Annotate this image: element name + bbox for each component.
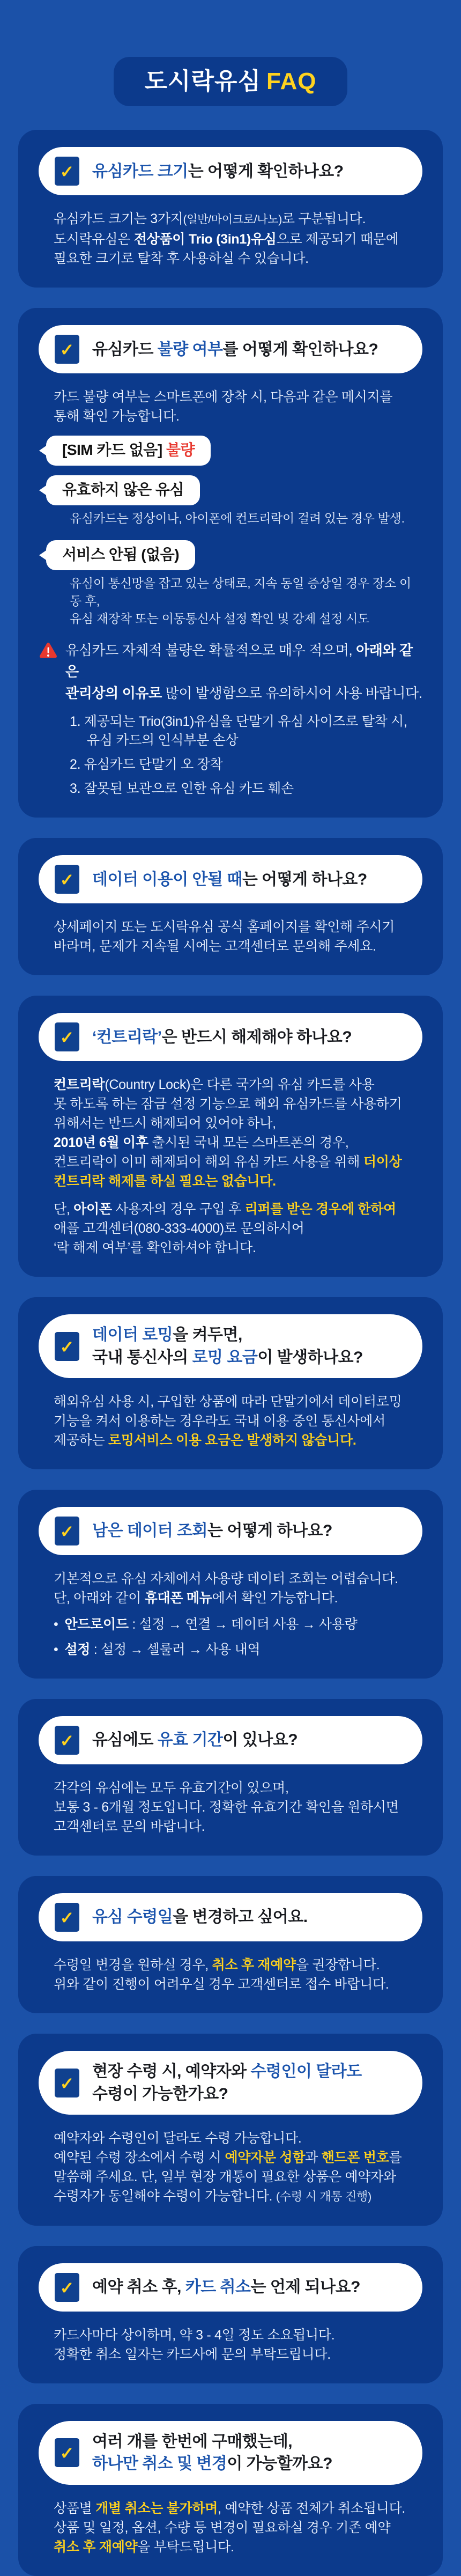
answer-line: 상품별 개별 취소는 불가하며, 예약한 상품 전체가 취소됩니다. bbox=[54, 2500, 406, 2516]
answer-line: 예약자와 수령인이 달라도 수령 가능합니다. bbox=[54, 2130, 302, 2146]
question-line: 여러 개를 한번에 구매했는데, bbox=[92, 2432, 293, 2450]
answer-line: 위와 같이 진행이 어려우실 경우 고객센터로 접수 바랍니다. bbox=[54, 1977, 389, 1992]
answer-line: 통해 확인 가능합니다. bbox=[54, 409, 180, 424]
answer-line: 수령일 변경을 원하실 경우, 취소 후 재예약을 권장합니다. bbox=[54, 1957, 380, 1973]
faq-card-card-cancel bbox=[18, 2246, 443, 2383]
answer bbox=[39, 1392, 422, 1450]
question-pill bbox=[39, 2051, 422, 2115]
check-icon: ✓ bbox=[60, 870, 75, 890]
question-keyword: ‘컨트리락’ bbox=[92, 1028, 162, 1046]
list-item: 2. 유심카드 단말기 오 장착 bbox=[70, 757, 223, 772]
check-icon: ✓ bbox=[60, 2073, 75, 2093]
answer-line: 카드사마다 상이하며, 약 3 - 4일 정도 소요됩니다. bbox=[54, 2327, 335, 2343]
question-text: 유심카드 크기는 어떻게 확인하나요? bbox=[92, 162, 344, 180]
question-text: 예약 취소 후, 카드 취소는 언제 되나요? bbox=[92, 2278, 360, 2297]
question-pill bbox=[39, 1893, 422, 1941]
bubble-row bbox=[39, 426, 422, 466]
question-line: 수령이 가능한가요? bbox=[92, 2085, 228, 2103]
question-keyword: 유심카드 크기 bbox=[92, 162, 188, 180]
answer-line: 제공하는 로밍서비스 이용 요금은 발생하지 않습니다. bbox=[54, 1433, 356, 1448]
note-line: 유심이 통신망을 잡고 있는 상태로, 지속 동일 증상일 경우 장소 이동 후, bbox=[70, 576, 411, 608]
check-icon: ✓ bbox=[60, 162, 75, 182]
warning-line: 관리상의 이유로 많이 발생함으로 유의하시어 사용 바랍니다. bbox=[65, 685, 422, 702]
answer-line: 취소 후 재예약을 부탁드립니다. bbox=[54, 2539, 234, 2555]
faq-card-validity bbox=[18, 1699, 443, 1856]
question-text bbox=[92, 2060, 362, 2105]
check-icon: ✓ bbox=[60, 2278, 75, 2298]
bullet-icon: • bbox=[54, 1617, 58, 1632]
checkbox-icon bbox=[55, 1022, 79, 1051]
answer bbox=[39, 387, 422, 798]
page-title bbox=[114, 57, 348, 106]
answer-line: 컨트리락이 이미 해제되어 해외 유심 카드 사용을 위해 더이상 bbox=[54, 1154, 402, 1170]
answer bbox=[39, 1569, 422, 1659]
answer-line: 수령자가 동일해야 수령이 가능합니다. (수령 시 개통 진행) bbox=[54, 2188, 371, 2204]
check-icon: ✓ bbox=[60, 1522, 75, 1542]
checkbox-icon bbox=[55, 1517, 79, 1545]
question-text: 유심 수령일을 변경하고 싶어요. bbox=[92, 1908, 308, 1926]
answer-line: ‘락 해제 여부’를 확인하셔야 합니다. bbox=[54, 1240, 256, 1256]
question-line: 하나만 취소 및 변경이 가능할까요? bbox=[92, 2455, 332, 2473]
list-item: 3. 잘못된 보관으로 인한 유심 카드 훼손 bbox=[70, 781, 294, 797]
checkbox-icon bbox=[55, 2069, 79, 2097]
answer bbox=[39, 1778, 422, 1836]
answer-line: 바라며, 문제가 지속될 시에는 고객센터로 문의해 주세요. bbox=[54, 939, 376, 954]
question-pill bbox=[39, 2263, 422, 2312]
answer bbox=[39, 917, 422, 956]
warning-icon bbox=[39, 642, 58, 665]
checkbox-icon bbox=[55, 2438, 79, 2467]
question-keyword: 데이터 이용이 안될 때 bbox=[92, 870, 242, 888]
question-text: ‘컨트리락’은 반드시 해제해야 하나요? bbox=[92, 1028, 352, 1046]
check-icon: ✓ bbox=[60, 2443, 75, 2463]
question-keyword: 데이터 로밍 bbox=[92, 1326, 173, 1344]
question-pill bbox=[39, 855, 422, 903]
message-bubble-invalid-sim: 유효하지 않은 유심 bbox=[46, 475, 200, 505]
question-text: 유심카드 불량 여부를 어떻게 확인하나요? bbox=[92, 340, 378, 358]
warning-text bbox=[65, 639, 422, 704]
bullet-icon: • bbox=[54, 1642, 58, 1658]
question-text: 데이터 이용이 안될 때는 어떻게 하나요? bbox=[92, 870, 367, 888]
question-pill bbox=[39, 1716, 422, 1764]
list-item: • 안드로이드 : 설정 → 연결 → 데이터 사용 → 사용량 bbox=[54, 1617, 358, 1632]
checkbox-icon bbox=[55, 335, 79, 364]
answer bbox=[39, 1075, 422, 1257]
check-icon: ✓ bbox=[60, 1908, 75, 1928]
bullet-list bbox=[54, 1615, 422, 1659]
faq-card-roaming bbox=[18, 1297, 443, 1469]
question-text: 유심에도 유효 기간이 있나요? bbox=[92, 1731, 298, 1749]
answer bbox=[39, 1955, 422, 1994]
question-text bbox=[92, 2431, 332, 2475]
question-pill bbox=[39, 1314, 422, 1378]
question-text: 남은 데이터 조회는 어떻게 하나요? bbox=[92, 1522, 332, 1540]
answer-line: 말씀해 주세요. 단, 일부 현장 개통이 필요한 상품은 예약자와 bbox=[54, 2169, 396, 2184]
answer-line: 유심카드 크기는 3가지(일반/마이크로/나노)로 구분됩니다. bbox=[54, 211, 366, 227]
message-bubble-no-sim: [SIM 카드 없음] 불량 bbox=[46, 436, 211, 466]
question-pill bbox=[39, 1013, 422, 1061]
answer-line: 위해서는 반드시 해제되어 있어야 하나, bbox=[54, 1116, 276, 1131]
question-keyword: 하나만 취소 및 변경 bbox=[92, 2455, 227, 2473]
bubble-row bbox=[39, 466, 422, 505]
answer-line: 필요한 크기로 탈착 후 사용하실 수 있습니다. bbox=[54, 251, 309, 267]
checkbox-icon bbox=[55, 1332, 79, 1361]
warning-line: 유심카드 자체적 불량은 확률적으로 매우 적으며, 아래와 같은 bbox=[65, 642, 413, 680]
question-keyword: 카드 취소 bbox=[185, 2278, 251, 2297]
check-icon: ✓ bbox=[60, 1337, 75, 1357]
checkbox-icon bbox=[55, 157, 79, 186]
question-line: 현장 수령 시, 예약자와 수령인이 달라도 bbox=[92, 2063, 362, 2081]
check-icon: ✓ bbox=[60, 1731, 75, 1751]
page-title-main: 도시락유심 bbox=[144, 68, 262, 94]
question-pill bbox=[39, 1507, 422, 1555]
warning-note bbox=[39, 639, 422, 704]
defect-label: 불량 bbox=[166, 441, 195, 459]
answer-line: 상품 및 일정, 옵션, 수량 등 변경이 필요하실 경우 기존 예약 bbox=[54, 2520, 391, 2535]
bubble-note: 유심카드는 정상이나, 아이폰에 컨트리락이 걸려 있는 경우 발생. bbox=[70, 511, 405, 526]
checkbox-icon bbox=[55, 1726, 79, 1755]
question-pill bbox=[39, 147, 422, 195]
question-text bbox=[92, 1324, 363, 1368]
faq-card-country-lock bbox=[18, 996, 443, 1277]
list-item: • 설정 : 설정 → 셀룰러 → 사용 내역 bbox=[54, 1642, 261, 1658]
question-line: 데이터 로밍을 켜두면, bbox=[92, 1326, 242, 1344]
answer-line: 예약된 수령 장소에서 수령 시 예약자분 성함과 핸드폰 번호를 bbox=[54, 2150, 402, 2165]
answer bbox=[39, 2325, 422, 2364]
answer-line: 기본적으로 유심 자체에서 사용량 데이터 조회는 어렵습니다. bbox=[54, 1571, 398, 1587]
answer-line: 보통 3 - 6개월 정도입니다. 정확한 유효기간 확인을 원하시면 bbox=[54, 1800, 399, 1815]
faq-card-sim-size bbox=[18, 130, 443, 288]
check-icon: ✓ bbox=[60, 1028, 75, 1048]
header bbox=[0, 0, 461, 106]
question-pill bbox=[39, 325, 422, 373]
faq-card-pickup-date bbox=[18, 1876, 443, 2013]
answer bbox=[39, 209, 422, 268]
answer-line: 상세페이지 또는 도시락유심 공식 홈페이지를 확인해 주시기 bbox=[54, 919, 395, 935]
answer-line: 기능을 켜서 이용하는 경우라도 국내 이용 중인 통신사에서 bbox=[54, 1414, 385, 1429]
question-keyword: 수령인이 달라도 bbox=[250, 2063, 362, 2081]
answer-line: 애플 고객센터(080-333-4000)로 문의하시어 bbox=[54, 1221, 304, 1237]
checkbox-icon bbox=[55, 865, 79, 894]
question-keyword: 남은 데이터 조회 bbox=[92, 1522, 208, 1540]
faq-card-data-fail bbox=[18, 838, 443, 975]
answer-line: 해외유심 사용 시, 구입한 상품에 따라 단말기에서 데이터로밍 bbox=[54, 1394, 402, 1410]
faq-card-pickup-person bbox=[18, 2034, 443, 2226]
list-item: 1. 제공되는 Trio(3in1)유심을 단말기 유심 사이즈로 탈착 시, 유심 카드의 인식부분 손상 bbox=[70, 714, 407, 748]
answer bbox=[39, 2129, 422, 2206]
faq-card-partial-cancel bbox=[18, 2404, 443, 2576]
question-keyword: 유효 기간 bbox=[157, 1731, 223, 1749]
answer-line: 컨트리락 해제를 하실 필요는 없습니다. bbox=[54, 1174, 276, 1189]
question-keyword: 유심 수령일 bbox=[92, 1908, 173, 1926]
answer-line: 도시락유심은 전상품이 Trio (3in1)유심으로 제공되기 때문에 bbox=[54, 232, 399, 247]
bubble-row bbox=[39, 531, 422, 570]
question-keyword: 불량 여부 bbox=[157, 340, 223, 358]
answer-line: 2010년 6월 이후 출시된 국내 모든 스마트폰의 경우, bbox=[54, 1135, 349, 1151]
answer-line: 정확한 취소 일자는 카드사에 문의 부탁드립니다. bbox=[54, 2346, 331, 2362]
note-line: 유심 재장착 또는 이동통신사 설정 확인 및 강제 설정 시도 bbox=[70, 612, 369, 626]
answer-line: 카드 불량 여부는 스마트폰에 장착 시, 다음과 같은 메시지를 bbox=[54, 389, 393, 405]
message-bubble-no-service: 서비스 안됨 (없음) bbox=[46, 540, 195, 570]
faq-card-data-check bbox=[18, 1490, 443, 1679]
answer-line: 각각의 유심에는 모두 유효기간이 있으며, bbox=[54, 1780, 289, 1796]
answer-line: 고객센터로 문의 바랍니다. bbox=[54, 1819, 205, 1835]
numbered-list bbox=[70, 712, 422, 798]
page-title-accent: FAQ bbox=[266, 68, 317, 94]
question-line: 국내 통신사의 로밍 요금이 발생하나요? bbox=[92, 1348, 363, 1366]
bubble-note bbox=[70, 575, 422, 628]
question-keyword: 로밍 요금 bbox=[192, 1348, 258, 1366]
answer-line: 단, 아이폰 사용자의 경우 구입 후 리퍼를 받은 경우에 한하여 bbox=[54, 1202, 396, 1217]
answer-line: 컨트리락(Country Lock)은 다른 국가의 유심 카드를 사용 bbox=[54, 1077, 375, 1093]
checkbox-icon bbox=[55, 1903, 79, 1932]
answer-line: 단, 아래와 같이 휴대폰 메뉴에서 확인 가능합니다. bbox=[54, 1591, 338, 1606]
checkbox-icon bbox=[55, 2273, 79, 2302]
question-pill bbox=[39, 2421, 422, 2485]
answer-line: 못 하도록 하는 잠금 설정 기능으로 해외 유심카드를 사용하기 bbox=[54, 1096, 402, 1112]
faq-card-defect bbox=[18, 308, 443, 818]
answer bbox=[39, 2499, 422, 2557]
check-icon: ✓ bbox=[60, 340, 75, 360]
